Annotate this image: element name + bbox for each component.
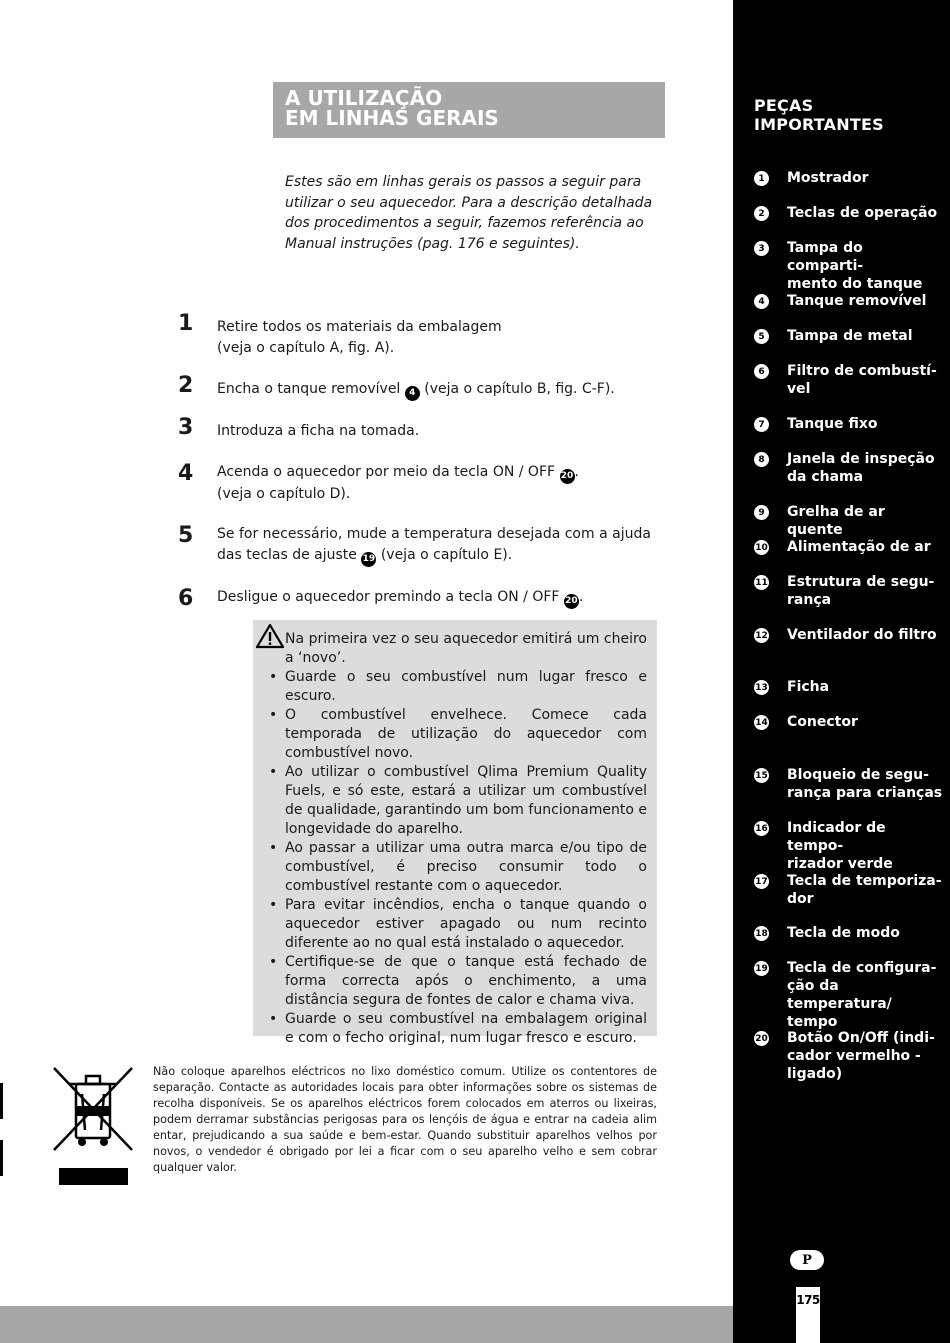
intro-paragraph: Estes são em linhas gerais os passos a seguir para utilizar o seu aquecedor. Para a descrição detalhada dos procedimentos a seguir, fazemos referência ao Manual instruções (pag. 176 e seguintes). (285, 174, 653, 252)
language-badge: P (790, 1250, 824, 1270)
list-item: • Guarde o seu combustível num lugar fresco e escuro. (267, 668, 647, 706)
section-title (273, 82, 665, 138)
warning-triangle-icon (255, 623, 285, 649)
part-label: Tampa do comparti- mento do tanque (787, 240, 923, 292)
part-label: Indicador de tempo- rizador verde (787, 820, 893, 872)
part-ref-badge: 19 (361, 552, 376, 567)
part-label: Botão On/Off (indi- cador vermelho - ligado) (787, 1030, 935, 1082)
margin-mark (0, 1083, 3, 1119)
part-label: Mostrador (787, 170, 869, 186)
part-label: Alimentação de ar (787, 539, 931, 555)
part-label: Ventilador do filtro (787, 627, 937, 643)
sidebar-title: PEÇAS IMPORTANTES (754, 96, 884, 134)
part-number-badge: 11 (754, 575, 769, 590)
part-number-badge: 17 (754, 874, 769, 889)
list-item: • Certifique-se de que o tanque está fechado de forma correcta após o enchimento, a uma distância segura de fontes de calor e chama viva. (267, 953, 647, 1010)
disposal-notice: Não coloque aparelhos eléctricos no lixo doméstico comum. Utilize os contentores de separação. Contacte as autoridades locais para obter informações sobre os sistemas de recolha disponíveis. Se os aparelhos eléctricos forem colocados em aterros ou lixeiras, podem derramar substâncias perigosas para os lençóis de água e entrar na cadeia alim entar, prejudicando a sua saúde e bem-estar. Quando substituir aparelhos velhos por novos, o vendedor é obrigado por lei a ficar com o seu aparelho velho e sem cobrar qualquer valor. (153, 1065, 657, 1174)
step-text: Introduza a ficha na tomada. (217, 423, 420, 439)
part-ref-badge: 20 (564, 594, 579, 609)
part-number-badge: 10 (754, 540, 769, 555)
part-label: Grelha de ar quente (787, 504, 885, 538)
step-number: 2 (178, 373, 194, 398)
part-number-badge: 4 (754, 294, 769, 309)
part-number-badge: 16 (754, 821, 769, 836)
step-text: Encha o tanque removível 4 (veja o capítulo B, fig. C-F). (217, 379, 687, 401)
step-number: 4 (178, 461, 194, 486)
margin-mark (0, 1140, 3, 1176)
step-text: Acenda o aquecedor por meio da tecla ON / OFF 20. (veja o capítulo D). (217, 464, 579, 502)
part-label: Tanque fixo (787, 416, 878, 432)
part-number-badge: 15 (754, 768, 769, 783)
part-label: Tecla de configura- ção da temperatura/ tempo (787, 960, 937, 1030)
part-label: Conector (787, 714, 858, 730)
part-number-badge: 1 (754, 171, 769, 186)
part-number-badge: 5 (754, 329, 769, 344)
part-number-badge: 19 (754, 961, 769, 976)
list-item: • Ao utilizar o combustível Qlima Premium Quality Fuels, e só este, estará a utilizar um combustível de qualidade, garantindo um bom funcionamento e longevidade do aparelho. (267, 763, 647, 839)
part-number-badge: 14 (754, 715, 769, 730)
part-label: Tampa de metal (787, 328, 913, 344)
step-number: 5 (178, 523, 194, 548)
step-text: Retire todos os materiais da embalagem (veja o capítulo A, fig. A). (217, 319, 502, 356)
part-number-badge: 3 (754, 241, 769, 256)
step-text: Desligue o aquecedor premindo a tecla ON / OFF 20. (217, 587, 687, 609)
footer-bar (0, 1306, 733, 1343)
page-number: 175 (796, 1287, 820, 1343)
parts-sidebar (733, 0, 950, 1343)
part-ref-badge: 4 (405, 386, 420, 401)
crossed-bin-icon (52, 1066, 134, 1186)
part-number-badge: 7 (754, 417, 769, 432)
warning-text: Na primeira vez o seu aquecedor emitirá um cheiro a ‘novo’. (285, 631, 647, 666)
part-number-badge: 8 (754, 452, 769, 467)
list-item: • Guarde o seu combustível na embalagem original e com o fecho original, num lugar fresco e escuro. (267, 1010, 647, 1048)
part-label: Ficha (787, 679, 830, 695)
warning-bullet-list (267, 668, 647, 1048)
part-label: Tanque removível (787, 293, 927, 309)
part-number-badge: 6 (754, 364, 769, 379)
part-number-badge: 9 (754, 505, 769, 520)
part-label: Teclas de operação (787, 205, 938, 221)
part-label: Bloqueio de segu- rança para crianças (787, 767, 943, 801)
part-number-badge: 2 (754, 206, 769, 221)
part-label: Tecla de modo (787, 925, 900, 941)
list-item: • Para evitar incêndios, encha o tanque quando o aquecedor estiver apagado ou num recinto diferente ao no qual está instalado o aquecedor. (267, 896, 647, 953)
step-text: Se for necessário, mude a temperatura desejada com a ajuda das teclas de ajuste 19 (veja o capítulo E). (217, 524, 657, 567)
step-number: 1 (178, 311, 194, 336)
step-number: 3 (178, 415, 194, 440)
warning-box (253, 620, 657, 1046)
list-item: • O combustível envelhece. Comece cada temporada de utilização do aquecedor com combustível novo. (267, 706, 647, 763)
title-line-1: A UTILIZAÇÃO (285, 86, 443, 110)
part-number-badge: 18 (754, 926, 769, 941)
part-number-badge: 12 (754, 628, 769, 643)
part-label: Tecla de temporiza- dor (787, 873, 942, 907)
part-number-badge: 20 (754, 1031, 769, 1046)
part-ref-badge: 20 (560, 469, 575, 484)
part-label: Estrutura de segu- rança (787, 574, 935, 608)
list-item: • Ao passar a utilizar uma outra marca e/ou tipo de combustível, é preciso consumir todo o combustível restante com o aquecedor. (267, 839, 647, 896)
step-number: 6 (178, 586, 194, 611)
part-label: Janela de inspeção da chama (787, 451, 935, 485)
part-number-badge: 13 (754, 680, 769, 695)
title-line-2: EM LINHAS GERAIS (285, 106, 499, 130)
part-label: Filtro de combustí- vel (787, 363, 937, 397)
